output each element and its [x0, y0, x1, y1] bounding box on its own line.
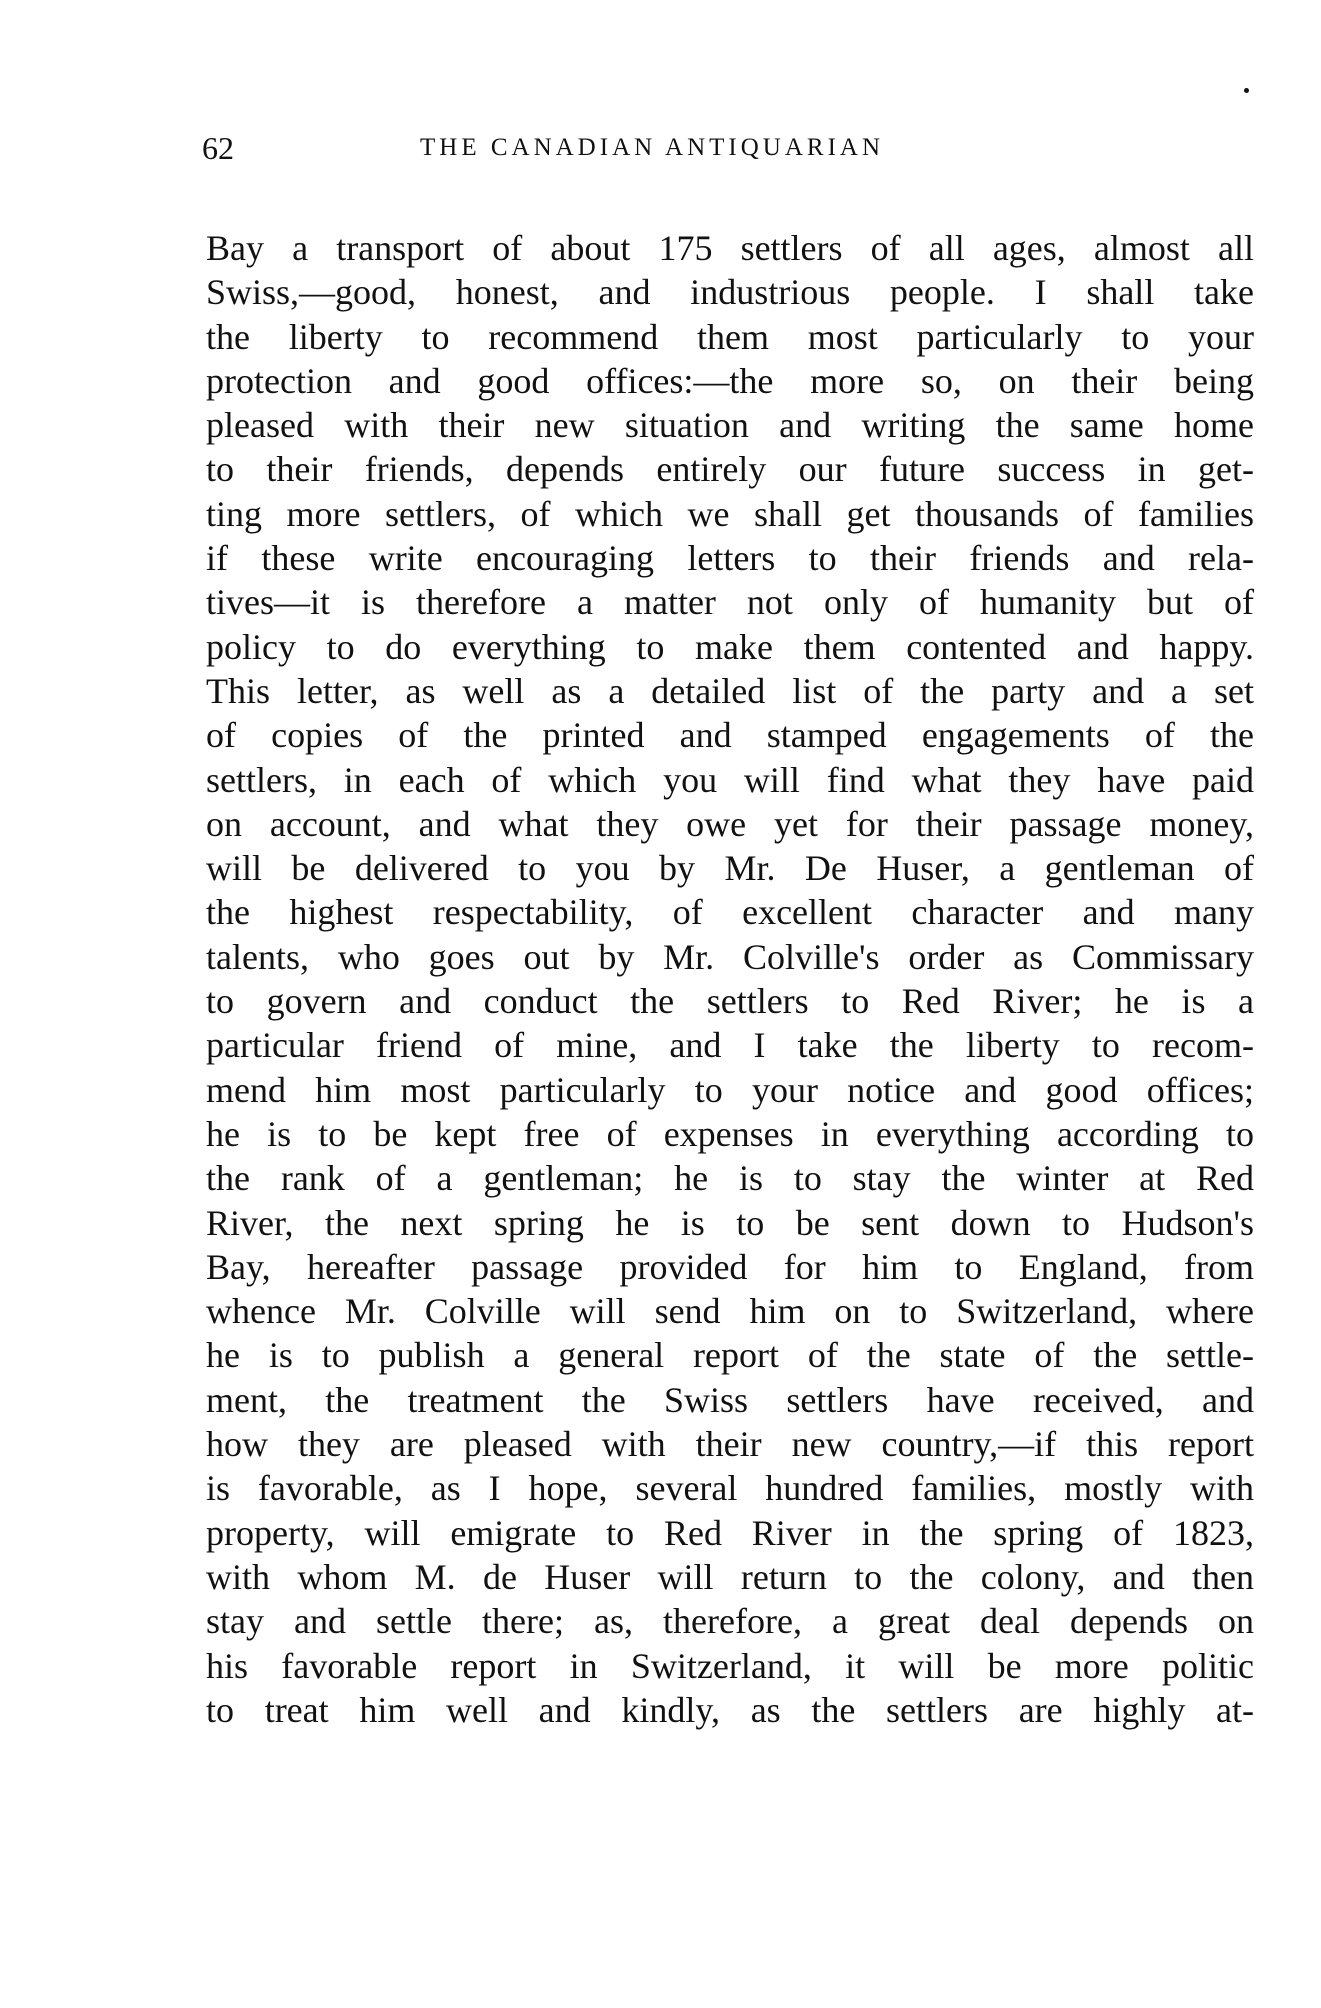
text-line: settlers, in each of which you will find what they have paid	[206, 759, 1254, 800]
text-line: whence Mr. Colville will send him on to Switzerland, where	[206, 1291, 1254, 1332]
text-line: Swiss,—good, honest, and industrious people. I shall take	[206, 272, 1254, 313]
text-line: the rank of a gentleman; he is to stay the winter at Red	[206, 1158, 1254, 1199]
text-line: property, will emigrate to Red River in the spring of 1823,	[206, 1512, 1254, 1553]
body-text	[206, 226, 1254, 1732]
text-line: talents, who goes out by Mr. Colville's order as Commissary	[206, 936, 1254, 977]
text-line: of copies of the printed and stamped engagements of the	[206, 715, 1254, 756]
text-line: Bay a transport of about 175 settlers of all ages, almost all	[206, 228, 1254, 268]
text-line: if these write encouraging letters to their friends and rela-	[206, 538, 1254, 579]
page-header	[0, 128, 1321, 168]
text-line: to treat him well and kindly, as the settlers are highly at-	[206, 1689, 1254, 1730]
text-line: the highest respectability, of excellent character and many	[206, 892, 1254, 933]
text-line: to govern and conduct the settlers to Red River; he is a	[206, 981, 1254, 1022]
text-line: ting more settlers, of which we shall get thousands of families	[206, 493, 1254, 534]
text-line: protection and good offices:—the more so, on their being	[206, 360, 1254, 401]
text-line: is favorable, as I hope, several hundred families, mostly with	[206, 1468, 1254, 1509]
text-line: tives—it is therefore a matter not only of humanity but of	[206, 582, 1254, 623]
text-line: This letter, as well as a detailed list of the party and a set	[206, 670, 1254, 711]
page-speck	[1244, 88, 1249, 93]
text-line: the liberty to recommend them most particularly to your	[206, 316, 1254, 357]
text-line: on account, and what they owe yet for their passage money,	[206, 803, 1254, 844]
text-line: ment, the treatment the Swiss settlers have received, and	[206, 1379, 1254, 1420]
page-number: 62	[202, 130, 234, 166]
text-line: his favorable report in Switzerland, it will be more politic	[206, 1645, 1254, 1686]
text-line: will be delivered to you by Mr. De Huser, a gentleman of	[206, 848, 1254, 889]
running-head: THE CANADIAN ANTIQUARIAN	[420, 134, 885, 161]
text-line: with whom M. de Huser will return to the colony, and then	[206, 1556, 1254, 1597]
text-line: to their friends, depends entirely our future success in get-	[206, 449, 1254, 490]
text-line: pleased with their new situation and writing the same home	[206, 405, 1254, 446]
text-line: how they are pleased with their new country,—if this report	[206, 1424, 1254, 1465]
text-line: particular friend of mine, and I take the liberty to recom-	[206, 1025, 1254, 1066]
text-line: Bay, hereafter passage provided for him to England, from	[206, 1246, 1254, 1287]
text-line: he is to be kept free of expenses in everything according to	[206, 1113, 1254, 1154]
text-line: mend him most particularly to your notice and good offices;	[206, 1069, 1254, 1110]
text-line: he is to publish a general report of the state of the settle-	[206, 1335, 1254, 1376]
text-line: stay and settle there; as, therefore, a great deal depends on	[206, 1601, 1254, 1642]
text-line: River, the next spring he is to be sent down to Hudson's	[206, 1202, 1254, 1243]
text-line: policy to do everything to make them contented and happy.	[206, 626, 1254, 667]
